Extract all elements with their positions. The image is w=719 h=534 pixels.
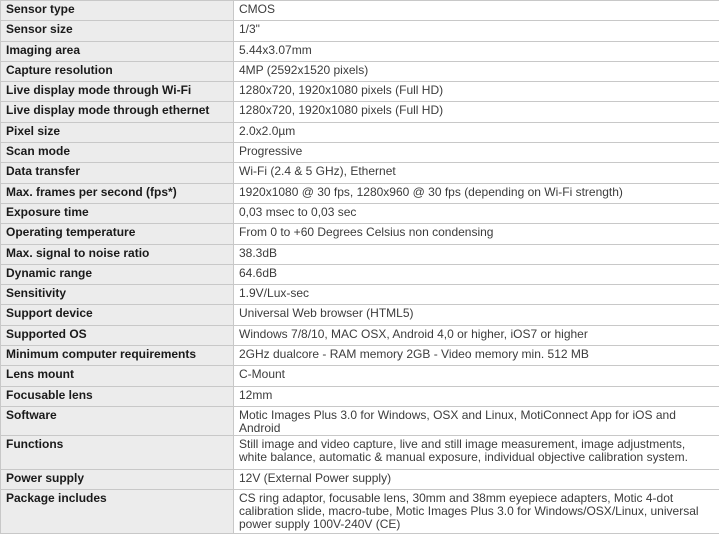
spec-label: Exposure time	[1, 203, 234, 223]
spec-label: Live display mode through ethernet	[1, 102, 234, 122]
spec-label: Pixel size	[1, 122, 234, 142]
spec-value: 12V (External Power supply)	[234, 469, 719, 489]
spec-value: 1280x720, 1920x1080 pixels (Full HD)	[234, 82, 719, 102]
spec-label: Sensor type	[1, 1, 234, 21]
spec-value: 0,03 msec to 0,03 sec	[234, 203, 719, 223]
spec-label: Live display mode through Wi-Fi	[1, 82, 234, 102]
spec-row	[1, 183, 719, 203]
spec-value: CS ring adaptor, focusable lens, 30mm and 38mm eyepiece adapters, Motic 4-dot calibration slide, macro-tube, Motic Images Plus 3.0 for Windows/OSX/Linux, universal power supply 100V-240V (CE)	[234, 490, 719, 534]
spec-label: Power supply	[1, 469, 234, 489]
spec-row	[1, 143, 719, 163]
spec-value: Wi-Fi (2.4 & 5 GHz), Ethernet	[234, 163, 719, 183]
spec-row	[1, 224, 719, 244]
spec-value: Universal Web browser (HTML5)	[234, 305, 719, 325]
spec-row	[1, 203, 719, 223]
spec-value: 2GHz dualcore - RAM memory 2GB - Video memory min. 512 MB	[234, 346, 719, 366]
spec-row	[1, 325, 719, 345]
spec-value: 5.44x3.07mm	[234, 41, 719, 61]
spec-row	[1, 366, 719, 386]
spec-row	[1, 490, 719, 534]
spec-row	[1, 122, 719, 142]
spec-value: CMOS	[234, 1, 719, 21]
spec-value: 4MP (2592x1520 pixels)	[234, 61, 719, 81]
spec-row	[1, 61, 719, 81]
spec-value: 1280x720, 1920x1080 pixels (Full HD)	[234, 102, 719, 122]
spec-row	[1, 346, 719, 366]
spec-label: Scan mode	[1, 143, 234, 163]
spec-row	[1, 435, 719, 469]
spec-value: Still image and video capture, live and still image measurement, image adjustments, white balance, automatic & manual exposure, individual objective calibration system.	[234, 435, 719, 469]
spec-label: Sensitivity	[1, 285, 234, 305]
spec-row	[1, 264, 719, 284]
spec-label: Imaging area	[1, 41, 234, 61]
spec-value: Motic Images Plus 3.0 for Windows, OSX and Linux, MotiConnect App for iOS and Android	[234, 406, 719, 435]
spec-row	[1, 469, 719, 489]
spec-label: Focusable lens	[1, 386, 234, 406]
spec-value: 38.3dB	[234, 244, 719, 264]
spec-value: Windows 7/8/10, MAC OSX, Android 4,0 or higher, iOS7 or higher	[234, 325, 719, 345]
spec-label: Operating temperature	[1, 224, 234, 244]
spec-value: 64.6dB	[234, 264, 719, 284]
spec-row	[1, 41, 719, 61]
spec-value: 1/3"	[234, 21, 719, 41]
spec-value: C-Mount	[234, 366, 719, 386]
spec-row	[1, 21, 719, 41]
spec-label: Sensor size	[1, 21, 234, 41]
spec-row	[1, 82, 719, 102]
spec-value: From 0 to +60 Degrees Celsius non condensing	[234, 224, 719, 244]
spec-label: Data transfer	[1, 163, 234, 183]
spec-label: Lens mount	[1, 366, 234, 386]
spec-label: Package includes	[1, 490, 234, 534]
spec-row	[1, 305, 719, 325]
spec-value: 1.9V/Lux-sec	[234, 285, 719, 305]
spec-row	[1, 163, 719, 183]
spec-row	[1, 406, 719, 435]
spec-row	[1, 386, 719, 406]
spec-label: Support device	[1, 305, 234, 325]
spec-label: Supported OS	[1, 325, 234, 345]
spec-label: Minimum computer requirements	[1, 346, 234, 366]
spec-row	[1, 1, 719, 21]
spec-row	[1, 102, 719, 122]
spec-label: Max. frames per second (fps*)	[1, 183, 234, 203]
spec-label: Dynamic range	[1, 264, 234, 284]
spec-row	[1, 244, 719, 264]
spec-value: Progressive	[234, 143, 719, 163]
spec-value: 1920x1080 @ 30 fps, 1280x960 @ 30 fps (depending on Wi-Fi strength)	[234, 183, 719, 203]
spec-value: 12mm	[234, 386, 719, 406]
spec-label: Max. signal to noise ratio	[1, 244, 234, 264]
spec-value: 2.0x2.0µm	[234, 122, 719, 142]
spec-label: Software	[1, 406, 234, 435]
spec-table-body	[1, 1, 719, 534]
spec-label: Functions	[1, 435, 234, 469]
spec-label: Capture resolution	[1, 61, 234, 81]
spec-row	[1, 285, 719, 305]
